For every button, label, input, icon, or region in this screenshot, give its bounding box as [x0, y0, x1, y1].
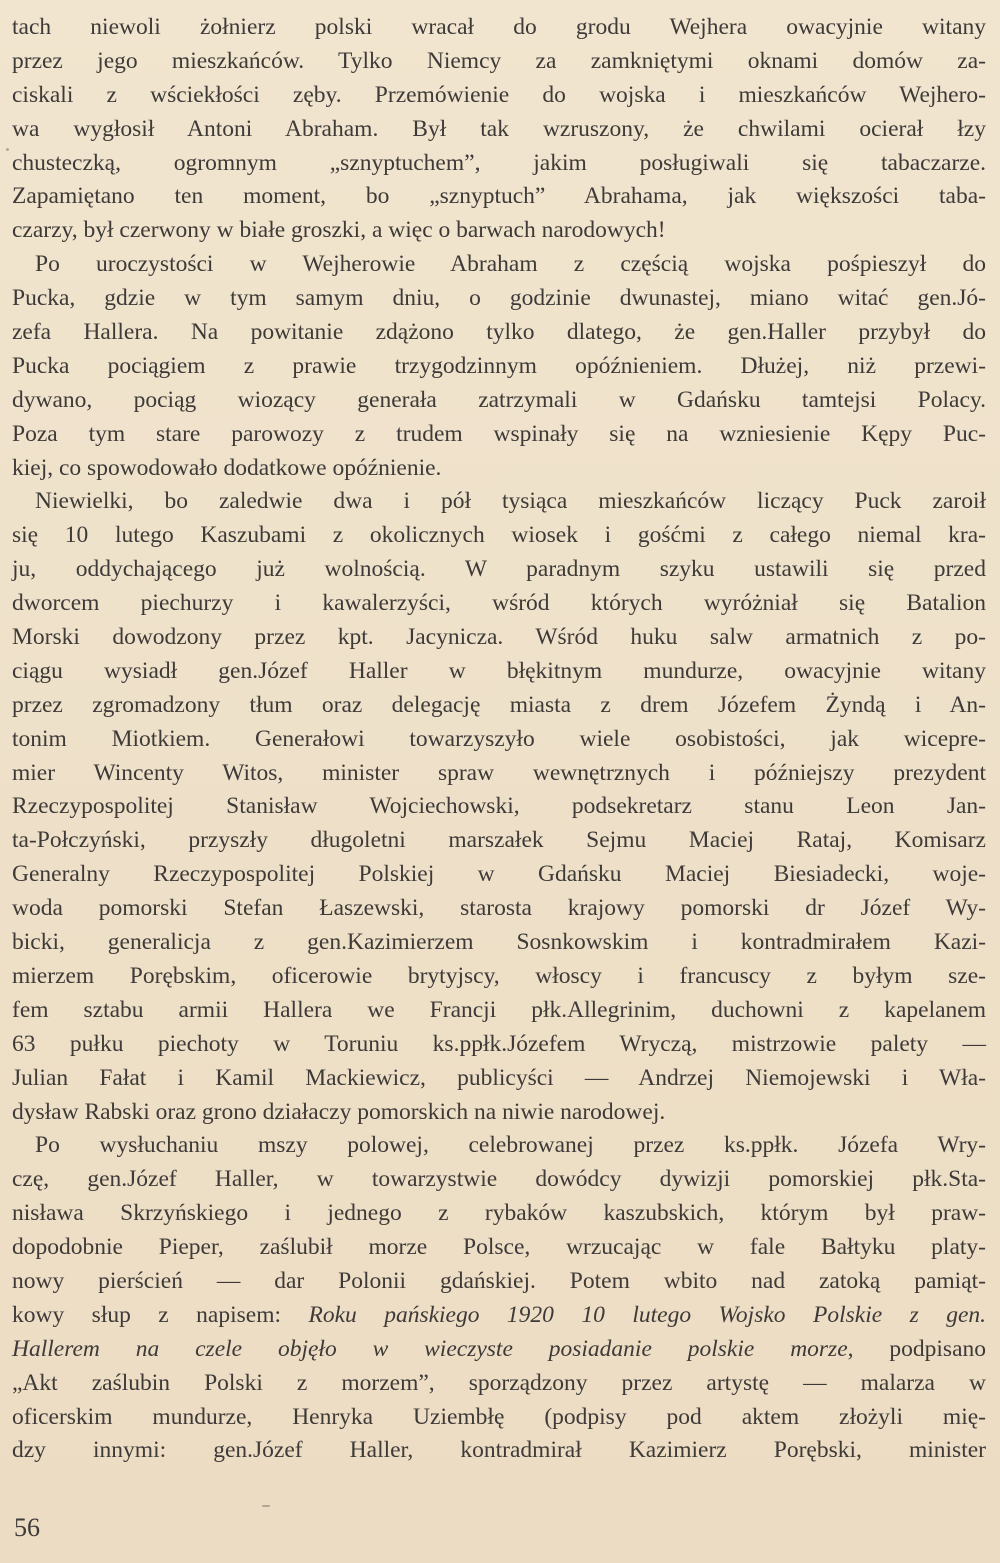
- text-line: tonim Miotkiem. Generałowi towarzyszyło wiele osobistości, jak wicepre-: [12, 725, 986, 752]
- text-line: nisława Skrzyńskiego i jednego z rybaków kaszubskich, którym był praw-: [12, 1200, 986, 1227]
- text-line: kiej, co spowodowało dodatkowe opóźnienie.: [12, 454, 442, 481]
- text-line: Pucka, gdzie w tym samym dniu, o godzinie dwunastej, miano witać gen.Jó-: [12, 285, 986, 312]
- text-line: dysław Rabski oraz grono działaczy pomorskich na niwie narodowej.: [12, 1098, 666, 1125]
- body-text: [12, 11, 986, 1468]
- text-line: Zapamiętano ten moment, bo „sznyptuch” Abrahama, jak większości taba-: [12, 183, 986, 210]
- italic-text-segment: Roku pańskiego 1920 10 lutego Wojsko Polskie z gen.: [308, 1301, 987, 1328]
- text-line: tach niewoli żołnierz polski wracał do grodu Wejhera owacyjnie witany: [12, 14, 986, 40]
- text-line: chusteczką, ogromnym „sznyptuchem”, jakim posługiwali się tabaczarze.: [12, 149, 986, 176]
- text-line: Morski dowodzony przez kpt. Jacynicza. Wśród huku salw armatnich z po-: [12, 624, 986, 651]
- text-segment: kowy słup z napisem:: [12, 1301, 309, 1328]
- italic-text-segment: Hallerem na czele objęło w wieczyste posiadanie polskie morze: [12, 1335, 848, 1362]
- text-line: przez jego mieszkańców. Tylko Niemcy za zamkniętymi oknami domów za-: [12, 47, 986, 74]
- text-line: mierzem Porębskim, oficerowie brytyjscy, włoscy i francuscy z byłym sze-: [12, 962, 986, 989]
- text-line: [12, 1299, 986, 1333]
- text-line: Rzeczypospolitej Stanisław Wojciechowski, podsekretarz stanu Leon Jan-: [12, 793, 986, 820]
- text-line: dworcem piechurzy i kawalerzyści, wśród których wyróżniał się Batalion: [12, 590, 986, 617]
- text-line: się 10 lutego Kaszubami z okolicznych wiosek i gośćmi z całego niemal kra-: [12, 522, 986, 549]
- text-segment: , podpisano: [847, 1335, 986, 1362]
- text-line: Generalny Rzeczypospolitej Polskiej w Gdańsku Maciej Biesiadecki, woje-: [12, 861, 986, 888]
- text-line: Pucka pociągiem z prawie trzygodzinnym opóźnieniem. Dłużej, niż przewi-: [12, 352, 986, 379]
- text-line: „Akt zaślubin Polski z morzem”, sporządzony przez artystę — malarza w: [12, 1369, 986, 1396]
- text-line: mier Wincenty Witos, minister spraw wewnętrznych i późniejszy prezydent: [12, 759, 986, 786]
- text-line: przez zgromadzony tłum oraz delegację miasta z drem Józefem Żyndą i An-: [12, 691, 986, 718]
- text-line: Niewielki, bo zaledwie dwa i pół tysiąca mieszkańców liczący Puck zaroił: [35, 488, 986, 515]
- text-line: bicki, generalicja z gen.Kazimierzem Sosnkowskim i kontradmirałem Kazi-: [12, 929, 986, 956]
- text-line: [12, 1333, 986, 1367]
- text-line: Po wysłuchaniu mszy polowej, celebrowanej przez ks.ppłk. Józefa Wry-: [35, 1132, 986, 1159]
- text-line: woda pomorski Stefan Łaszewski, starosta krajowy pomorski dr Józef Wy-: [12, 895, 986, 922]
- text-line: ta-Połczyński, przyszły długoletni marszałek Sejmu Maciej Rataj, Komisarz: [12, 827, 986, 854]
- text-line: ciskali z wściekłości zęby. Przemówienie do wojska i mieszkańców Wejhero-: [12, 81, 986, 108]
- text-line: dywano, pociąg wiozący generała zatrzymali w Gdańsku tamtejsi Polacy.: [12, 386, 986, 413]
- text-line: czę, gen.Józef Haller, w towarzystwie dowódcy dywizji pomorskiej płk.Sta-: [12, 1166, 986, 1193]
- text-line: dopodobnie Pieper, zaślubił morze Polsce, wrzucając w fale Bałtyku platy-: [12, 1234, 986, 1261]
- text-line: oficerskim mundurze, Henryka Uziembłę (podpisy pod aktem złożyli mię-: [12, 1403, 986, 1430]
- text-line: Julian Fałat i Kamil Mackiewicz, publicyści — Andrzej Niemojewski i Wła-: [12, 1064, 986, 1091]
- text-line: Poza tym stare parowozy z trudem wspinały się na wzniesienie Kępy Puc-: [12, 420, 986, 447]
- text-line: Po uroczystości w Wejherowie Abraham z częścią wojska pośpieszył do: [35, 251, 986, 278]
- text-line: ciągu wysiadł gen.Józef Haller w błękitnym mundurze, owacyjnie witany: [12, 657, 986, 684]
- text-line: 63 pułku piechoty w Toruniu ks.ppłk.Józefem Wryczą, mistrzowie palety —: [12, 1030, 986, 1057]
- text-line: czarzy, był czerwony w białe groszki, a więc o barwach narodowych!: [12, 217, 666, 244]
- text-line: dzy innymi: gen.Józef Haller, kontradmirał Kazimierz Porębski, minister: [12, 1437, 986, 1464]
- text-line: wa wygłosił Antoni Abraham. Był tak wzruszony, że chwilami ocierał łzy: [12, 115, 986, 142]
- page-number: 56: [14, 1513, 40, 1542]
- text-line: fem sztabu armii Hallera we Francji płk.Allegrinim, duchowni z kapelanem: [12, 996, 986, 1023]
- text-line: zefa Hallera. Na powitanie zdążono tylko dlatego, że gen.Haller przybył do: [12, 319, 986, 346]
- paper-speck: [6, 148, 9, 151]
- paper-speck: [262, 1505, 270, 1507]
- text-line: nowy pierścień — dar Polonii gdańskiej. Potem wbito nad zatoką pamiąt-: [12, 1267, 986, 1294]
- text-line: ju, oddychającego już wolnością. W paradnym szyku ustawili się przed: [12, 556, 986, 583]
